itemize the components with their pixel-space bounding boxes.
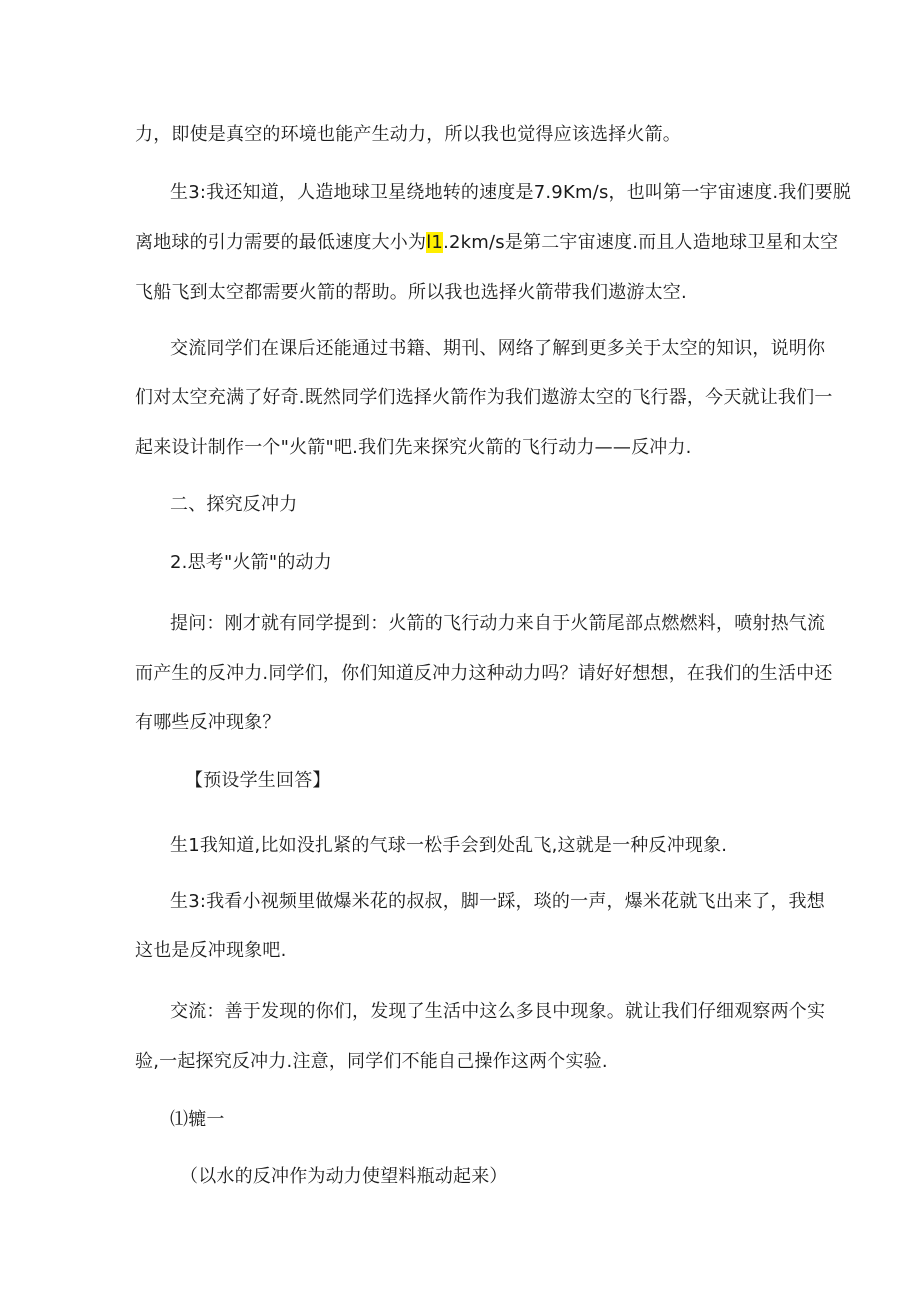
student3-answer-line-3: 飞船飞到太空都需要火箭的帮助。所以我也选择火箭带我们遨游太空. (135, 282, 687, 303)
section-heading: 二、探究反冲力 (170, 494, 298, 515)
exchange-paragraph-line-1: 交流同学们在课后还能通过书籍、期刊、网络了解到更多关于太空的知识，说明你 (170, 338, 826, 359)
student3-popcorn-line-2: 这也是反冲现象吧. (135, 940, 287, 961)
exchange-paragraph-line-3: 起来设计制作一个"火箭"吧.我们先来探究火箭的飞行动力——反冲力. (135, 437, 692, 458)
exchange2-line-2: 验,一起探究反冲力.注意，同学们不能自己操作这两个实验. (135, 1051, 608, 1072)
student3-answer-line-2-part-b: .2km∕s是第二宇宙速度.而且人造地球卫星和太空 (443, 232, 839, 253)
question-paragraph-line-1: 提问：刚才就有同学提到：火箭的飞行动力来自于火箭尾部点燃燃料，喷射热气流 (170, 613, 826, 634)
experiment-note: （以水的反冲作为动力使望料瓶动起来） (180, 1166, 508, 1187)
experiment-item-1: ⑴辘一 (170, 1109, 225, 1130)
student3-popcorn-line-1: 生3:我看小视频里做爆米花的叔叔，脚一踩，琰的一声，爆米花就飞出来了，我想 (170, 891, 825, 912)
question-paragraph-line-2: 而产生的反冲力.同学们，你们知道反冲力这种动力吗？请好好想想，在我们的生活中还 (135, 663, 833, 684)
paragraph-continuation: 力，即使是真空的环境也能产生动力，所以我也觉得应该选择火箭。 (135, 124, 681, 145)
highlighted-text: l1 (426, 232, 444, 253)
preset-answers-heading: 【预设学生回答】 (185, 770, 331, 791)
student1-answer: 生1我知道,比如没扎紧的气球一松手会到处乱飞,这就是一种反冲现象. (170, 835, 728, 856)
exchange-paragraph-line-2: 们对太空充满了好奇.既然同学们选择火箭作为我们遨游太空的飞行器，今天就让我们一 (135, 387, 833, 408)
student3-answer-line-2 (135, 231, 838, 255)
question-paragraph-line-3: 有哪些反冲现象？ (135, 712, 281, 733)
subsection-heading: 2.思考"火箭"的动力 (170, 552, 332, 573)
student3-answer-line-2-part-a: 离地球的引力需要的最低速度大小为 (135, 232, 427, 253)
exchange2-line-1: 交流：善于发现的你们，发现了生活中这么多艮中现象。就让我们仔细观察两个实 (170, 1001, 826, 1022)
student3-answer-line-1: 生3:我还知道，人造地球卫星绕地转的速度是7.9Km∕s，也叫第一宇宙速度.我们要脱 (170, 182, 852, 203)
